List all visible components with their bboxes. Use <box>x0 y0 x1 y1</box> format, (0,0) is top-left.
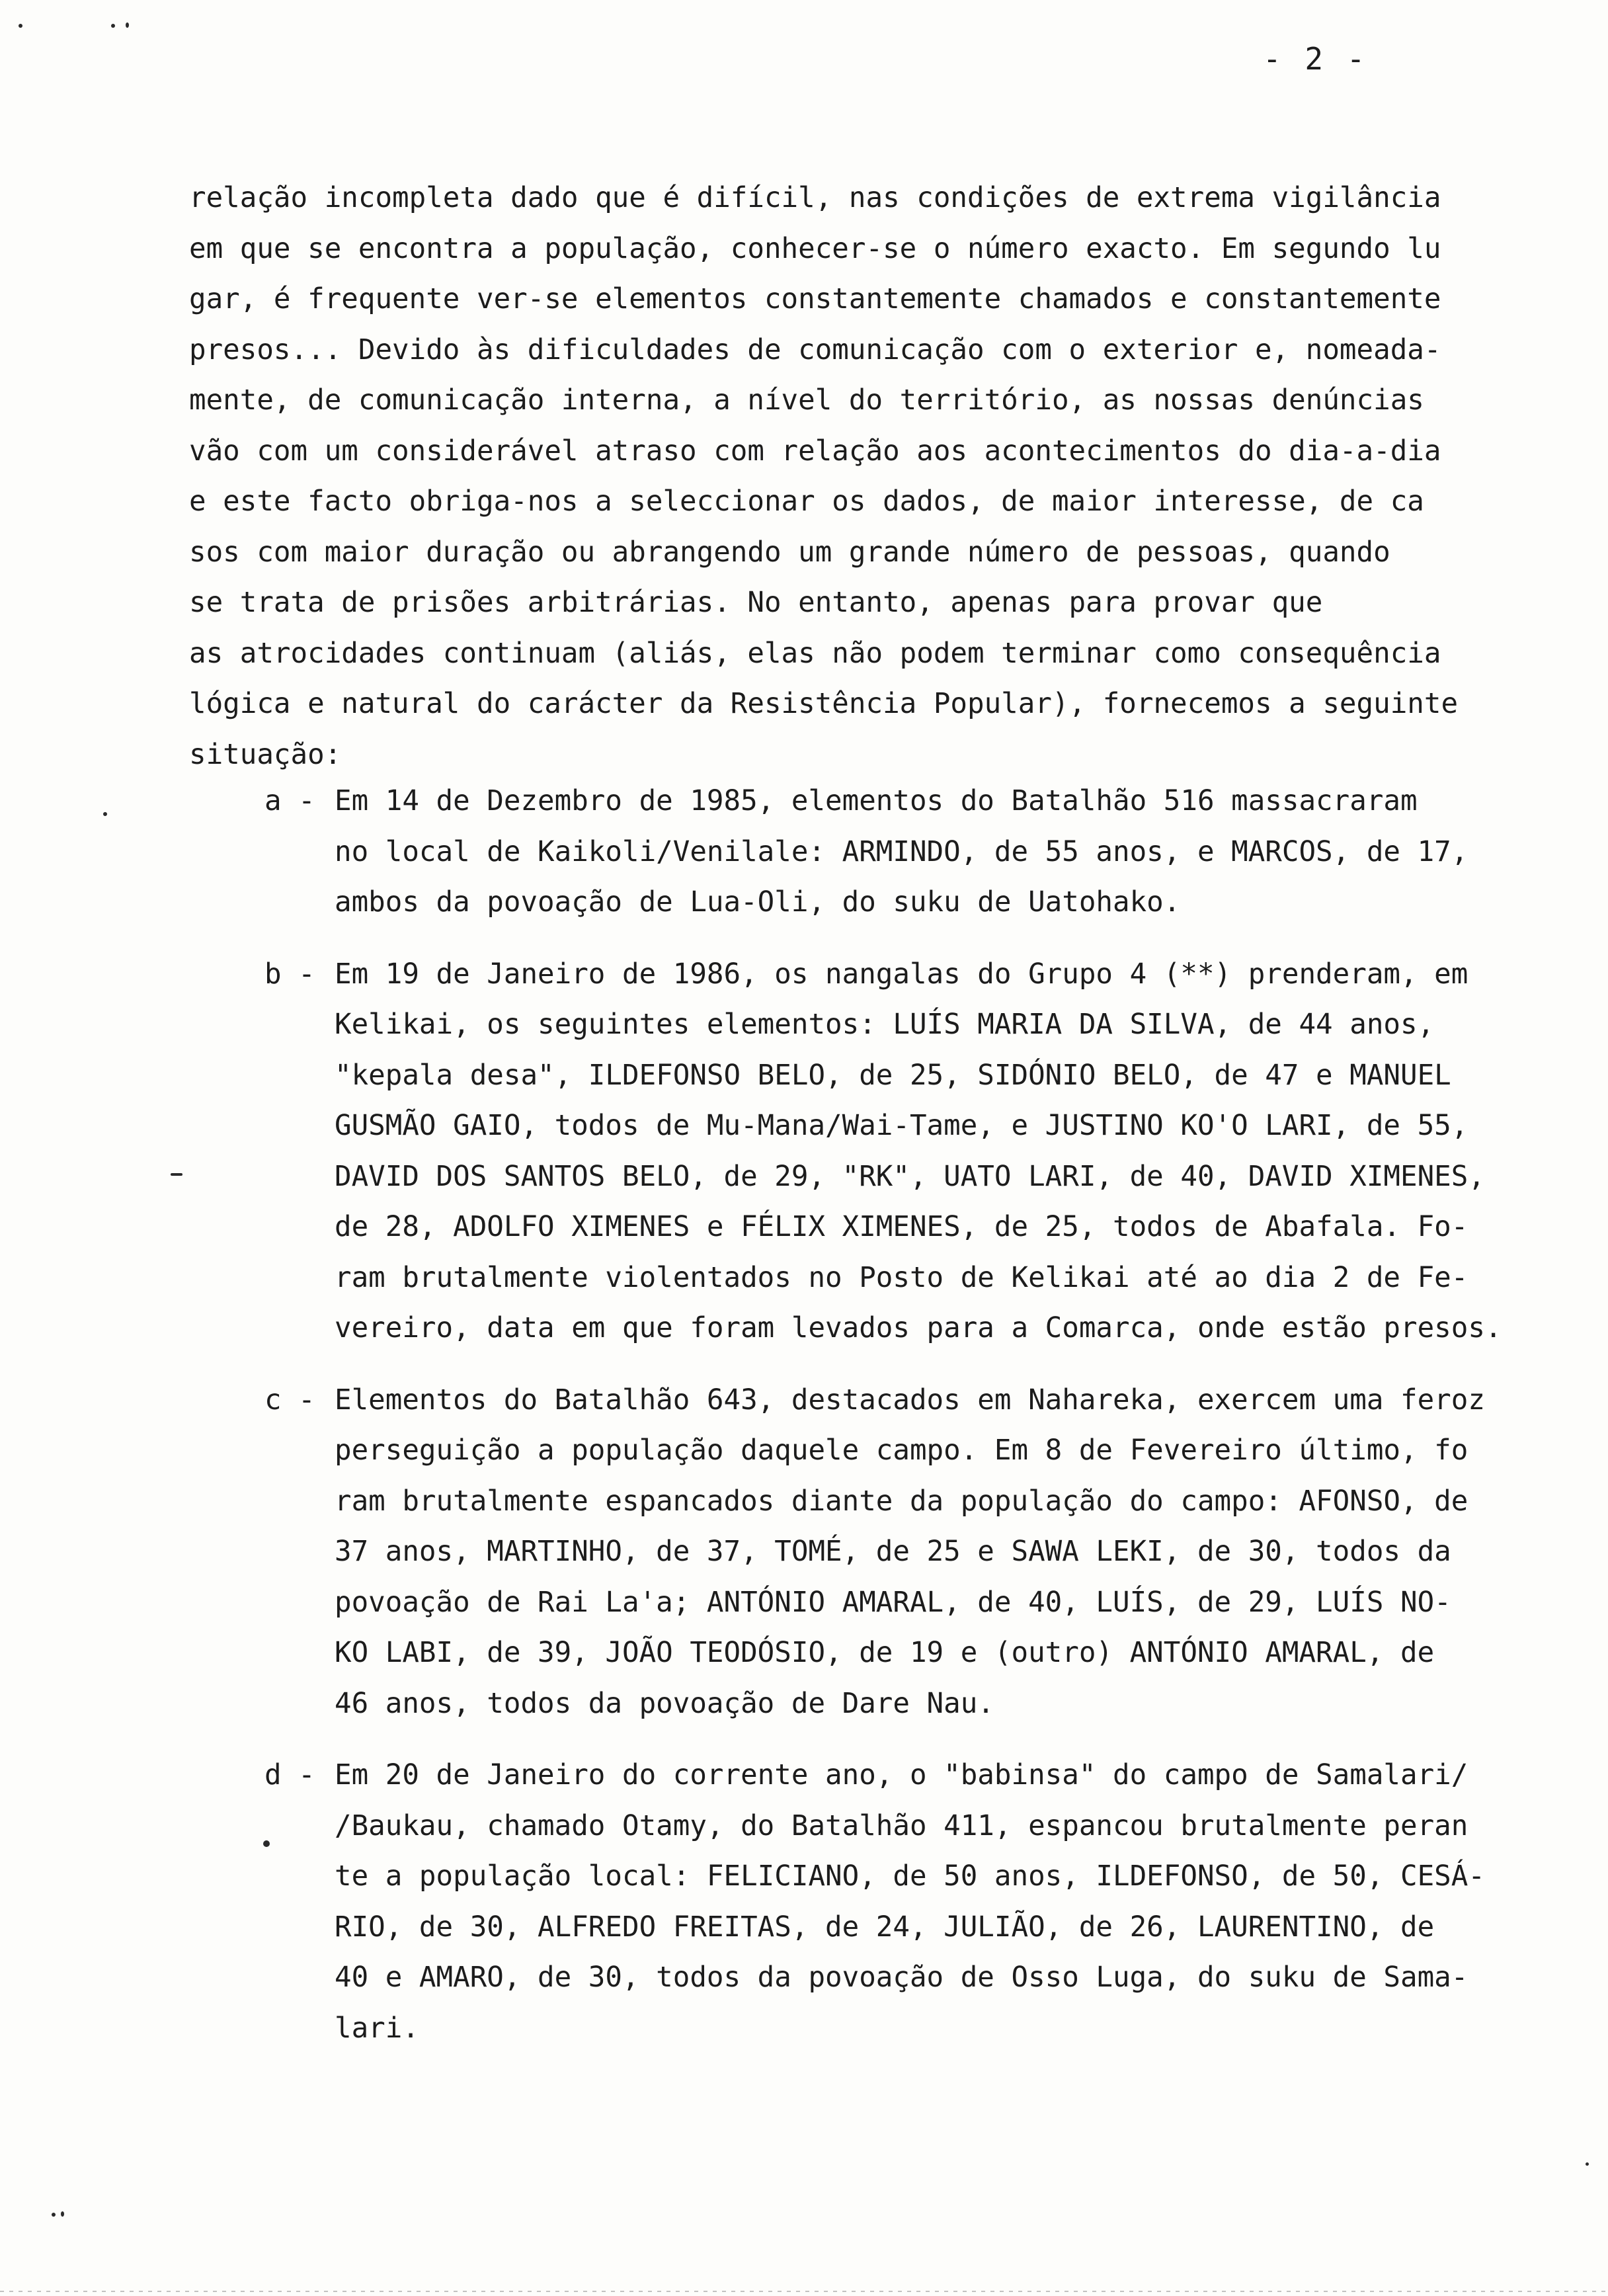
text-line: ram brutalmente violentados no Posto de Kelikai até ao dia 2 de Fe- <box>335 1261 1468 1294</box>
scan-speck <box>52 2213 56 2217</box>
text-line: de 28, ADOLFO XIMENES e FÉLIX XIMENES, de 25, todos de Abafala. Fo- <box>335 1211 1468 1243</box>
text-line: lari. <box>335 2012 419 2045</box>
scan-edge <box>0 2291 1608 2292</box>
incident-list <box>264 776 1502 2075</box>
text-line: 40 e AMARO, de 30, todos da povoação de Osso Luga, do suku de Sama- <box>335 1961 1468 1994</box>
text-line: povoação de Rai La'a; ANTÓNIO AMARAL, de 40, LUÍS, de 29, LUÍS NO- <box>335 1586 1451 1619</box>
list-marker: a - <box>264 785 315 817</box>
text-line: 46 anos, todos da povoação de Dare Nau. <box>335 1687 994 1720</box>
text-line: RIO, de 30, ALFREDO FREITAS, de 24, JULIÃO, de 26, LAURENTINO, de <box>335 1910 1435 1944</box>
scan-speck <box>103 812 107 816</box>
text-line: vereiro, data em que foram levados para a Comarca, onde estão presos. <box>335 1312 1502 1344</box>
text-line: ambos da povoação de Lua-Oli, do suku de Uatohako. <box>335 886 1181 919</box>
text-line: as atrocidades continuam (aliás, elas não podem terminar como consequência <box>189 637 1441 670</box>
text-line: vão com um considerável atraso com relação aos acontecimentos do dia-a-dia <box>189 434 1441 468</box>
text-line: Em 19 de Janeiro de 1986, os nangalas do Grupo 4 (**) prenderam, em <box>335 958 1468 991</box>
text-line: GUSMÃO GAIO, todos de Mu-Mana/Wai-Tame, e JUSTINO KO'O LARI, de 55, <box>335 1110 1468 1142</box>
text-line: e este facto obriga-nos a seleccionar os dados, de maior interesse, de ca <box>189 485 1424 518</box>
scan-speck <box>19 24 22 28</box>
list-marker: d - <box>264 1759 315 1791</box>
text-line: DAVID DOS SANTOS BELO, de 29, "RK", UATO LARI, de 40, DAVID XIMENES, <box>335 1160 1485 1193</box>
text-line: em que se encontra a população, conhecer-se o número exacto. Em segundo lu <box>189 232 1441 265</box>
intro-paragraph <box>189 173 1485 780</box>
scan-speck <box>111 24 115 28</box>
text-line: Em 14 de Dezembro de 1985, elementos do Batalhão 516 massacraram <box>335 785 1418 817</box>
list-item-d <box>264 1750 1494 2054</box>
text-line: Elementos do Batalhão 643, destacados em Nahareka, exercem uma feroz <box>335 1383 1485 1416</box>
text-line: gar, é frequente ver-se elementos constantemente chamados e constantemente <box>189 283 1441 315</box>
scan-speck <box>126 22 129 28</box>
text-line: /Baukau, chamado Otamy, do Batalhão 411, espancou brutalmente peran <box>335 1809 1468 1842</box>
text-line: 37 anos, MARTINHO, de 37, TOMÉ, de 25 e SAWA LEKI, de 30, todos da <box>335 1536 1451 1568</box>
text-line: no local de Kaikoli/Venilale: ARMINDO, de 55 anos, e MARCOS, de 17, <box>335 835 1468 868</box>
text-line: "kepala desa", ILDEFONSO BELO, de 25, SIDÓNIO BELO, de 47 e MANUEL <box>335 1059 1451 1092</box>
list-item-c <box>264 1375 1494 1730</box>
list-marker: c - <box>264 1383 315 1416</box>
text-line: relação incompleta dado que é difícil, nas condições de extrema vigilância <box>189 182 1441 214</box>
text-line: te a população local: FELICIANO, de 50 anos, ILDEFONSO, de 50, CESÁ- <box>335 1860 1485 1893</box>
list-item-b <box>264 950 1502 1354</box>
text-line: ram brutalmente espancados diante da população do campo: AFONSO, de <box>335 1485 1468 1518</box>
text-line: mente, de comunicação interna, a nível do território, as nossas denúncias <box>189 384 1424 417</box>
scan-speck <box>171 1173 182 1176</box>
list-marker: b - <box>264 958 315 991</box>
page-number: - 2 - <box>1263 41 1368 77</box>
text-line: sos com maior duração ou abrangendo um grande número de pessoas, quando <box>189 536 1390 569</box>
text-line: lógica e natural do carácter da Resistência Popular), fornecemos a seguinte <box>189 688 1459 720</box>
text-line: Em 20 de Janeiro do corrente ano, o "babinsa" do campo de Samalari/ <box>335 1759 1468 1791</box>
text-line: se trata de prisões arbitrárias. No entanto, apenas para provar que <box>189 587 1323 619</box>
text-line: situação: <box>189 738 342 771</box>
text-line: KO LABI, de 39, JOÃO TEODÓSIO, de 19 e (outro) ANTÓNIO AMARAL, de <box>335 1637 1435 1669</box>
scan-speck <box>61 2211 64 2217</box>
list-item-a <box>264 776 1494 928</box>
text-line: perseguição a população daquele campo. Em 8 de Fevereiro último, fo <box>335 1434 1468 1467</box>
text-line: presos... Devido às dificuldades de comunicação com o exterior e, nomeada- <box>189 333 1441 366</box>
scan-speck <box>1586 2162 1589 2166</box>
text-line: Kelikai, os seguintes elementos: LUÍS MARIA DA SILVA, de 44 anos, <box>335 1008 1435 1041</box>
